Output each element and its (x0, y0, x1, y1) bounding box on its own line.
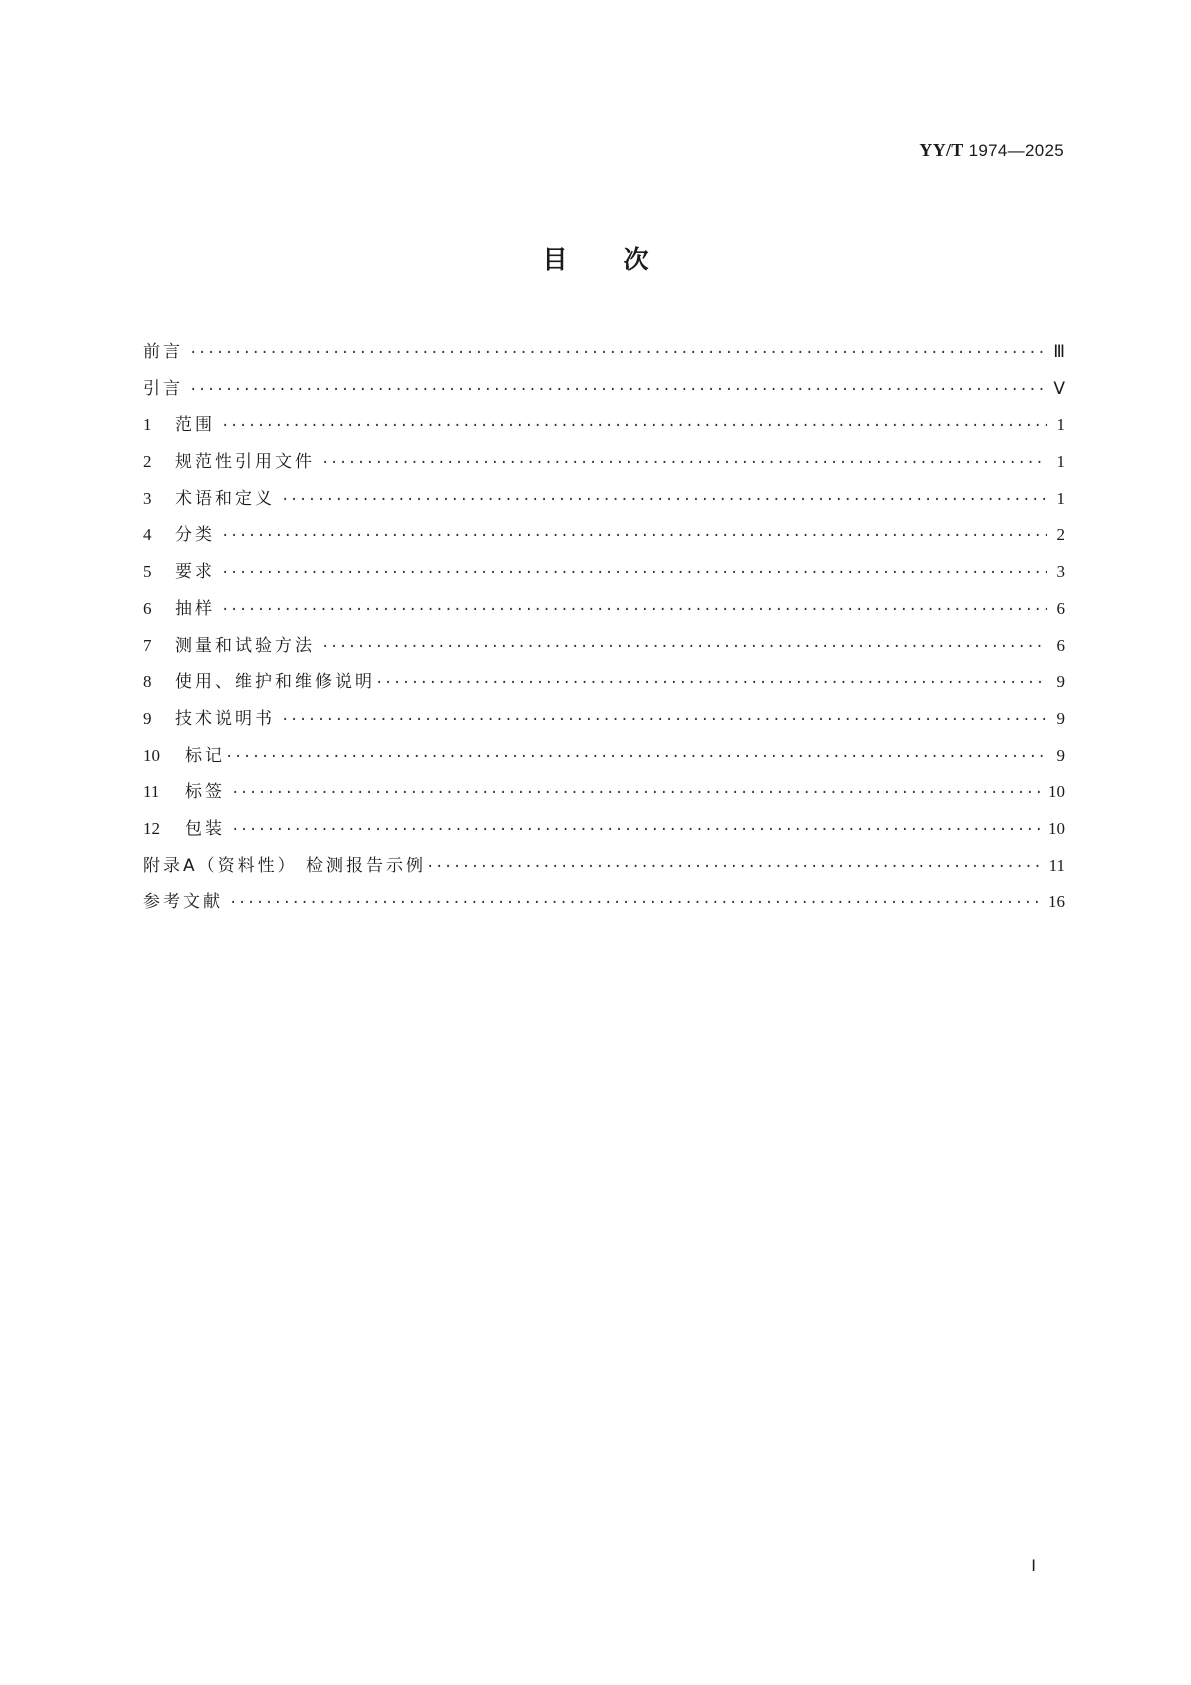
toc-leader (321, 639, 1047, 655)
toc-entry-6[interactable] (143, 594, 1065, 631)
toc-entry-page: 10 (1048, 782, 1065, 802)
toc-entry-label: 标记 (185, 745, 225, 766)
toc-entry-label: 分类 (175, 525, 215, 546)
toc-entry-number: 5 (143, 562, 152, 582)
toc-entry-number: 7 (143, 635, 152, 655)
toc-entry-label: 规范性引用文件 (175, 452, 315, 473)
toc-entry-page: 3 (1056, 562, 1065, 582)
toc-entry-8[interactable] (143, 667, 1065, 704)
toc-entry-page: Ⅲ (1053, 342, 1065, 361)
toc-entry-2[interactable] (143, 447, 1065, 484)
toc-leader (189, 345, 1047, 361)
toc-entry-12[interactable] (143, 814, 1065, 851)
toc-leader (189, 382, 1047, 398)
standard-code-number: 1974—2025 (968, 141, 1064, 160)
toc-entry-page: Ⅴ (1053, 378, 1065, 398)
toc-entry-number: 1 (143, 415, 152, 435)
standard-code (919, 140, 1064, 161)
toc-entry-number: 10 (143, 745, 160, 765)
toc-entry-number: 9 (143, 708, 152, 728)
toc-entry-7[interactable] (143, 631, 1065, 668)
toc-entry-page: 11 (1048, 855, 1065, 875)
toc-entry-number: 8 (143, 672, 152, 692)
toc-entry-foreword[interactable] (143, 337, 1065, 374)
page-title: 目次 (542, 245, 705, 274)
toc-entry-bibliography[interactable] (143, 887, 1065, 924)
toc-entry-label: 参考文献 (143, 892, 223, 913)
toc-entry-10[interactable] (143, 741, 1065, 778)
toc-entry-4[interactable] (143, 520, 1065, 557)
toc-entry-page: 16 (1048, 892, 1065, 912)
toc-entry-page: 1 (1056, 452, 1065, 472)
toc-entry-number: 6 (143, 598, 152, 618)
toc-entry-label: 包装 (185, 818, 225, 839)
toc-entry-page: 6 (1056, 635, 1065, 655)
toc-entry-label: 使用、维护和维修说明 (175, 672, 375, 693)
toc-entry-number: 3 (143, 488, 152, 508)
toc-entry-number: 12 (143, 818, 160, 838)
toc-entry-page: 6 (1056, 598, 1065, 618)
toc-leader (221, 418, 1047, 434)
toc-entry-label: 标签 (185, 782, 225, 803)
toc-leader (221, 565, 1047, 581)
toc-leader (426, 859, 1043, 875)
standard-code-prefix: YY/T (919, 140, 964, 160)
toc-entry-page: 9 (1056, 745, 1065, 765)
toc-entry-9[interactable] (143, 704, 1065, 741)
toc-entry-page: 1 (1056, 488, 1065, 508)
toc-leader (375, 675, 1047, 691)
toc-entry-label: 范围 (175, 415, 215, 436)
toc-leader (231, 785, 1042, 801)
toc-entry-label: 抽样 (175, 598, 215, 619)
toc-entry-label: 技术说明书 (175, 708, 275, 729)
toc-entry-label: 术语和定义 (175, 488, 275, 509)
toc-entry-introduction[interactable] (143, 374, 1065, 411)
toc-leader (221, 528, 1047, 544)
toc-entry-1[interactable] (143, 410, 1065, 447)
toc-entry-label: 附录A（资料性） 检测报告示例 (143, 855, 427, 876)
toc-entry-label: 要求 (175, 562, 215, 583)
page-number: Ⅰ (1031, 1558, 1036, 1575)
toc-leader (229, 895, 1042, 911)
toc-entry-label: 引言 (143, 378, 183, 399)
toc-entry-label: 前言 (143, 342, 183, 362)
toc-entry-page: 10 (1048, 818, 1065, 838)
toc-entry-number: 2 (143, 452, 152, 472)
toc-entry-3[interactable] (143, 484, 1065, 521)
toc-entry-annex-a[interactable] (143, 851, 1065, 888)
toc-entry-number: 4 (143, 525, 152, 545)
toc-leader (225, 749, 1047, 765)
toc-entry-page: 1 (1056, 415, 1065, 435)
toc-entry-page: 9 (1056, 672, 1065, 692)
toc-entry-11[interactable] (143, 777, 1065, 814)
toc-entry-5[interactable] (143, 557, 1065, 594)
toc-entry-number: 11 (143, 782, 160, 802)
toc-leader (281, 492, 1047, 508)
toc-entry-label: 测量和试验方法 (175, 635, 315, 656)
toc-entry-page: 9 (1056, 708, 1065, 728)
toc-entry-page: 2 (1056, 525, 1065, 545)
toc-leader (221, 602, 1047, 618)
toc-leader (281, 712, 1047, 728)
toc-leader (231, 822, 1042, 838)
toc-leader (321, 455, 1047, 471)
table-of-contents (143, 337, 1065, 924)
